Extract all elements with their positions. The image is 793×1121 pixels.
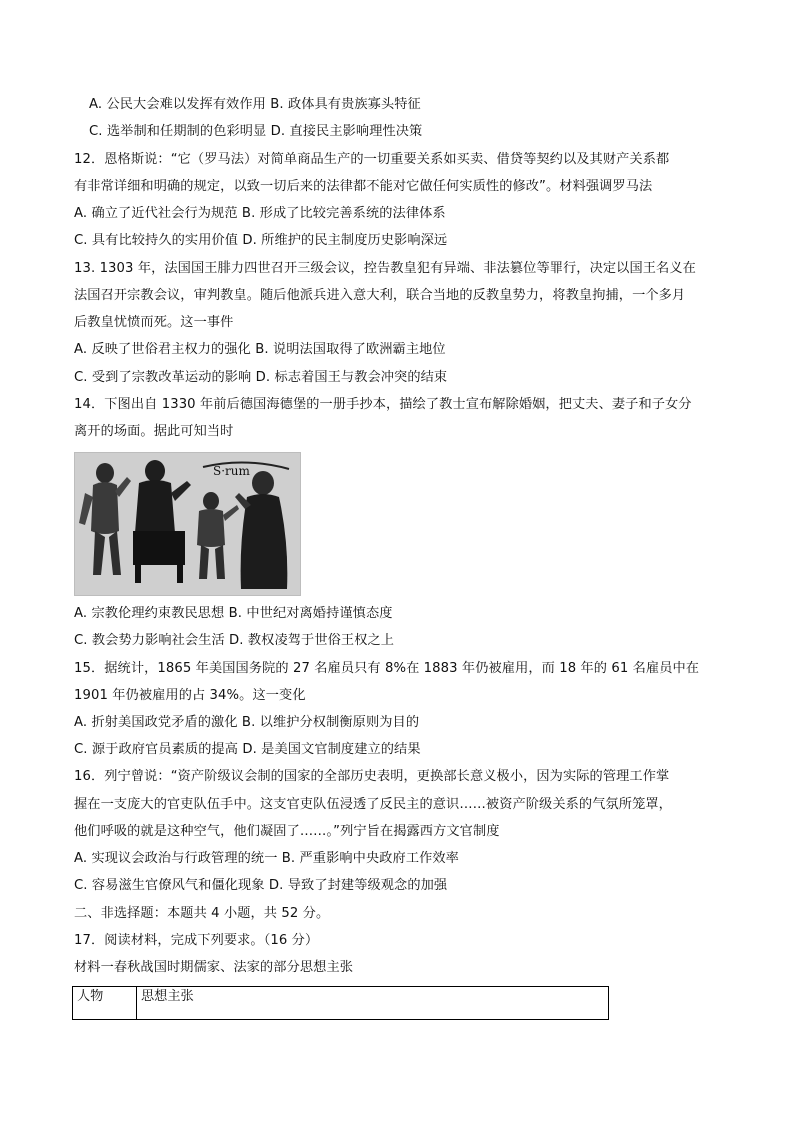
q16-stem-3: 他们呼吸的就是这种空气，他们凝固了……。”列宁旨在揭露西方文官制度 bbox=[74, 824, 500, 839]
q16-options-ab: A. 实现议会政治与行政管理的统一 B. 严重影响中央政府工作效率 bbox=[74, 851, 459, 866]
section-heading: 二、非选择题：本题共 4 小题，共 52 分。 bbox=[74, 906, 330, 921]
q14-options-cd: C. 教会势力影响社会生活 D. 教权凌驾于世俗王权之上 bbox=[74, 633, 395, 648]
q15-options-ab: A. 折射美国政党矛盾的激化 B. 以维护分权制衡原则为目的 bbox=[74, 715, 420, 730]
table-header-person: 人物 bbox=[73, 987, 137, 1020]
manuscript-drawing bbox=[75, 453, 300, 595]
q12-stem-1: 12．恩格斯说：“它（罗马法）对简单商品生产的一切重要关系如买卖、借贷等契约以及其财产关系都 bbox=[74, 152, 670, 167]
q16-options-cd: C. 容易滋生官僚风气和僵化现象 D. 导致了封建等级观念的加强 bbox=[74, 878, 448, 893]
q16-stem-2: 握在一支庞大的官吏队伍手中。这支官吏队伍浸透了反民主的意识……被资产阶级关系的气氛所笼罩， bbox=[74, 797, 672, 812]
q15-options-cd: C. 源于政府官员素质的提高 D. 是美国文官制度建立的结果 bbox=[74, 742, 421, 757]
q12-options-cd: C. 具有比较持久的实用价值 D. 所维护的民主制度历史影响深远 bbox=[74, 233, 448, 248]
q14-stem-1: 14．下图出自 1330 年前后德国海德堡的一册手抄本，描绘了教士宣布解除婚姻，把丈夫、妻子和子女分 bbox=[74, 397, 692, 412]
table-header-row bbox=[73, 987, 609, 1020]
q13-options-ab: A. 反映了世俗君主权力的强化 B. 说明法国取得了欧洲霸主地位 bbox=[74, 342, 446, 357]
q14-stem-2: 离开的场面。据此可知当时 bbox=[74, 424, 234, 439]
manuscript-illustration bbox=[74, 452, 301, 596]
q13-stem-2: 法国召开宗教会议，审判教皇。随后他派兵进入意大利，联合当地的反教皇势力，将教皇拘捕，一个多月 bbox=[74, 288, 686, 303]
manuscript-scroll-text: S·rum bbox=[213, 464, 250, 478]
q14-options-ab: A. 宗教伦理约束教民思想 B. 中世纪对离婚持谨慎态度 bbox=[74, 606, 393, 621]
table-header-thought: 思想主张 bbox=[137, 987, 609, 1020]
q15-stem-2: 1901 年仍被雇用的占 34%。这一变化 bbox=[74, 688, 306, 703]
thought-table bbox=[72, 986, 609, 1020]
q13-stem-1: 13. 1303 年，法国国王腓力四世召开三级会议，控告教皇犯有异端、非法篡位等罪行，决定以国王名义在 bbox=[74, 261, 696, 276]
q11-options-cd: C. 选举制和任期制的色彩明显 D. 直接民主影响理性决策 bbox=[89, 124, 423, 139]
q13-stem-3: 后教皇忧愤而死。这一事件 bbox=[74, 315, 234, 330]
q15-stem-1: 15．据统计，1865 年美国国务院的 27 名雇员只有 8%在 1883 年仍被雇用，而 18 年的 61 名雇员中在 bbox=[74, 661, 700, 676]
material-one-title: 材料一春秋战国时期儒家、法家的部分思想主张 bbox=[74, 960, 354, 975]
q12-options-ab: A. 确立了近代社会行为规范 B. 形成了比较完善系统的法律体系 bbox=[74, 206, 446, 221]
q12-stem-2: 有非常详细和明确的规定，以致一切后来的法律都不能对它做任何实质性的修改”。材料强调罗马法 bbox=[74, 179, 653, 194]
q11-options-ab: A. 公民大会难以发挥有效作用 B. 政体具有贵族寡头特征 bbox=[89, 97, 421, 112]
q13-options-cd: C. 受到了宗教改革运动的影响 D. 标志着国王与教会冲突的结束 bbox=[74, 370, 448, 385]
q16-stem-1: 16．列宁曾说：“资产阶级议会制的国家的全部历史表明，更换部长意义极小，因为实际的管理工作掌 bbox=[74, 769, 670, 784]
q17-instruction: 17．阅读材料，完成下列要求。（16 分） bbox=[74, 933, 319, 948]
